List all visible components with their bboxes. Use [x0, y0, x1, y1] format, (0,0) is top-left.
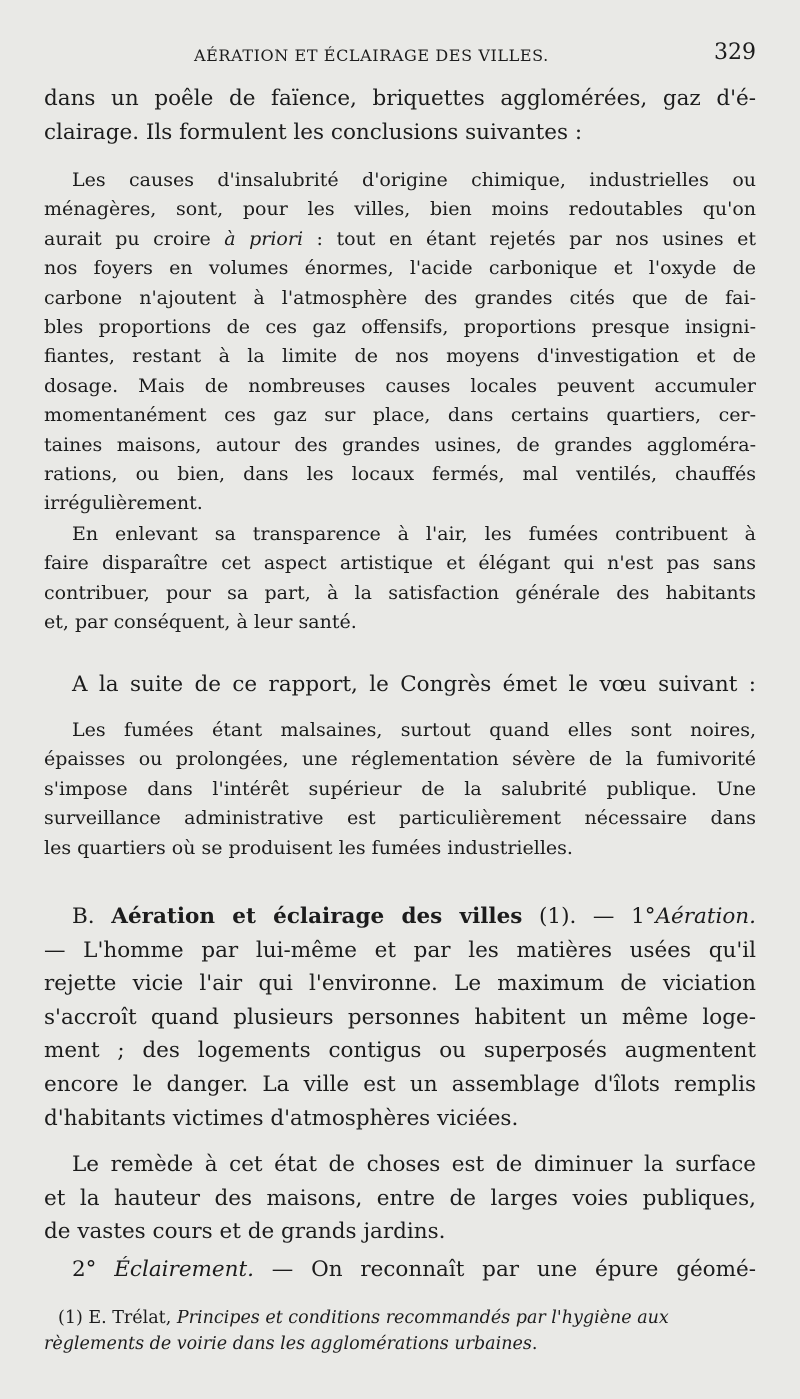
text-line: fiantes, restant à la limite de nos moyens d'investigation et de	[44, 345, 756, 368]
text-line: nos foyers en volumes énormes, l'acide carbonique et l'oxyde de	[44, 257, 756, 280]
page-number: 329	[714, 40, 756, 65]
running-head	[44, 40, 756, 70]
text-line: Les causes d'insalubrité d'origine chimique, industrielles ou	[72, 169, 756, 191]
conclusions-paragraph-2	[44, 520, 756, 638]
text-line: d'habitants victimes d'atmosphères viciées.	[44, 1105, 519, 1131]
voeu-intro	[44, 668, 756, 702]
subsection-heading: Éclairement.	[114, 1257, 254, 1282]
text-line: dosage. Mais de nombreuses causes locales peuvent accumuler	[44, 374, 756, 397]
text-line	[44, 1253, 756, 1287]
footnote-line	[44, 1305, 756, 1331]
text-line: bles proportions de ces gaz offensifs, proportions presque insigni-	[44, 316, 756, 339]
text-line: — L'homme par lui-même et par les matières usées qu'il	[44, 937, 756, 963]
text-line: et la hauteur des maisons, entre de larges voies publiques,	[44, 1185, 756, 1211]
text-line: dans un poêle de faïence, briquettes agglomérées, gaz d'é-	[44, 86, 756, 111]
text-fragment: 2°	[72, 1257, 115, 1282]
text-line: rejette vicie l'air qui l'environne. Le maximum de viciation	[44, 971, 756, 997]
text-fragment: .	[531, 1334, 538, 1354]
text-line: clairage. Ils formulent les conclusions suivantes :	[44, 119, 583, 145]
text-fragment: : tout en étant rejetés par nos usines et	[303, 227, 756, 250]
text-fragment: B.	[72, 904, 112, 929]
text-line: A la suite de ce rapport, le Congrès émet le vœu suivant :	[72, 672, 756, 697]
section-heading-line	[44, 900, 756, 934]
text-line: s'accroît quand plusieurs personnes habitent un même loge-	[44, 1004, 756, 1030]
text-fragment: — On reconnaît par une épure géomé-	[253, 1257, 756, 1282]
text-line: carbone n'ajoutent à l'atmosphère des grandes cités que de fai-	[44, 286, 756, 309]
text-line: contribuer, pour sa part, à la satisfaction générale des habitants	[44, 581, 756, 604]
text-line: de vastes cours et de grands jardins.	[44, 1219, 446, 1245]
text-line: surveillance administrative est particulièrement nécessaire dans	[44, 807, 756, 830]
text-fragment: aurait pu croire	[44, 227, 225, 250]
voeu-paragraph	[44, 716, 756, 863]
text-line: rations, ou bien, dans les locaux fermés, mal ventilés, chauffés	[44, 463, 756, 486]
remede-paragraph	[44, 1148, 756, 1249]
italic-text: règlements de voirie dans les agglomérations urbaines	[44, 1334, 532, 1354]
text-line: En enlevant sa transparence à l'air, les fumées contribuent à	[72, 523, 756, 545]
text-line: irrégulièrement.	[44, 492, 203, 515]
eclairement-paragraph	[44, 1253, 756, 1287]
footnote	[44, 1305, 756, 1357]
text-fragment: (1). — 1°	[522, 904, 656, 929]
text-line: s'impose dans l'intérêt supérieur de la salubrité publique. Une	[44, 777, 756, 800]
italic-text: à priori	[224, 227, 304, 250]
italic-text: Principes et conditions recommandés par l'hygiène aux	[176, 1308, 669, 1328]
text-line: et, par conséquent, à leur santé.	[44, 611, 357, 634]
text-line: momentanément ces gaz sur place, dans certains quartiers, cer-	[44, 404, 756, 427]
text-line: les quartiers où se produisent les fumées industrielles.	[44, 836, 573, 859]
section-b-paragraph	[44, 900, 756, 1135]
conclusions-paragraph-1	[44, 166, 756, 519]
text-line: ménagères, sont, pour les villes, bien moins redoutables qu'on	[44, 198, 756, 221]
text-line: faire disparaître cet aspect artistique et élégant qui n'est pas sans	[44, 552, 756, 575]
text-fragment: (1) E. Trélat,	[58, 1308, 177, 1328]
subsection-heading: Aération.	[655, 904, 756, 929]
text-line: Les fumées étant malsaines, surtout quand elles sont noires,	[72, 719, 756, 741]
text-line: épaisses ou prolongées, une réglementation sévère de la fumivorité	[44, 748, 756, 771]
section-heading: Aération et éclairage des villes	[111, 904, 523, 929]
text-line: taines maisons, autour des grandes usines, de grandes aggloméra-	[44, 433, 756, 456]
running-head-title: AÉRATION ET ÉCLAIRAGE DES VILLES.	[194, 46, 549, 65]
intro-paragraph	[44, 82, 756, 149]
text-line: Le remède à cet état de choses est de diminuer la surface	[72, 1152, 756, 1177]
text-line: encore le danger. La ville est un assemblage d'îlots remplis	[44, 1071, 756, 1097]
footnote-line	[44, 1331, 756, 1357]
text-line	[44, 225, 756, 254]
text-line: ment ; des logements contigus ou superposés augmentent	[44, 1038, 756, 1064]
